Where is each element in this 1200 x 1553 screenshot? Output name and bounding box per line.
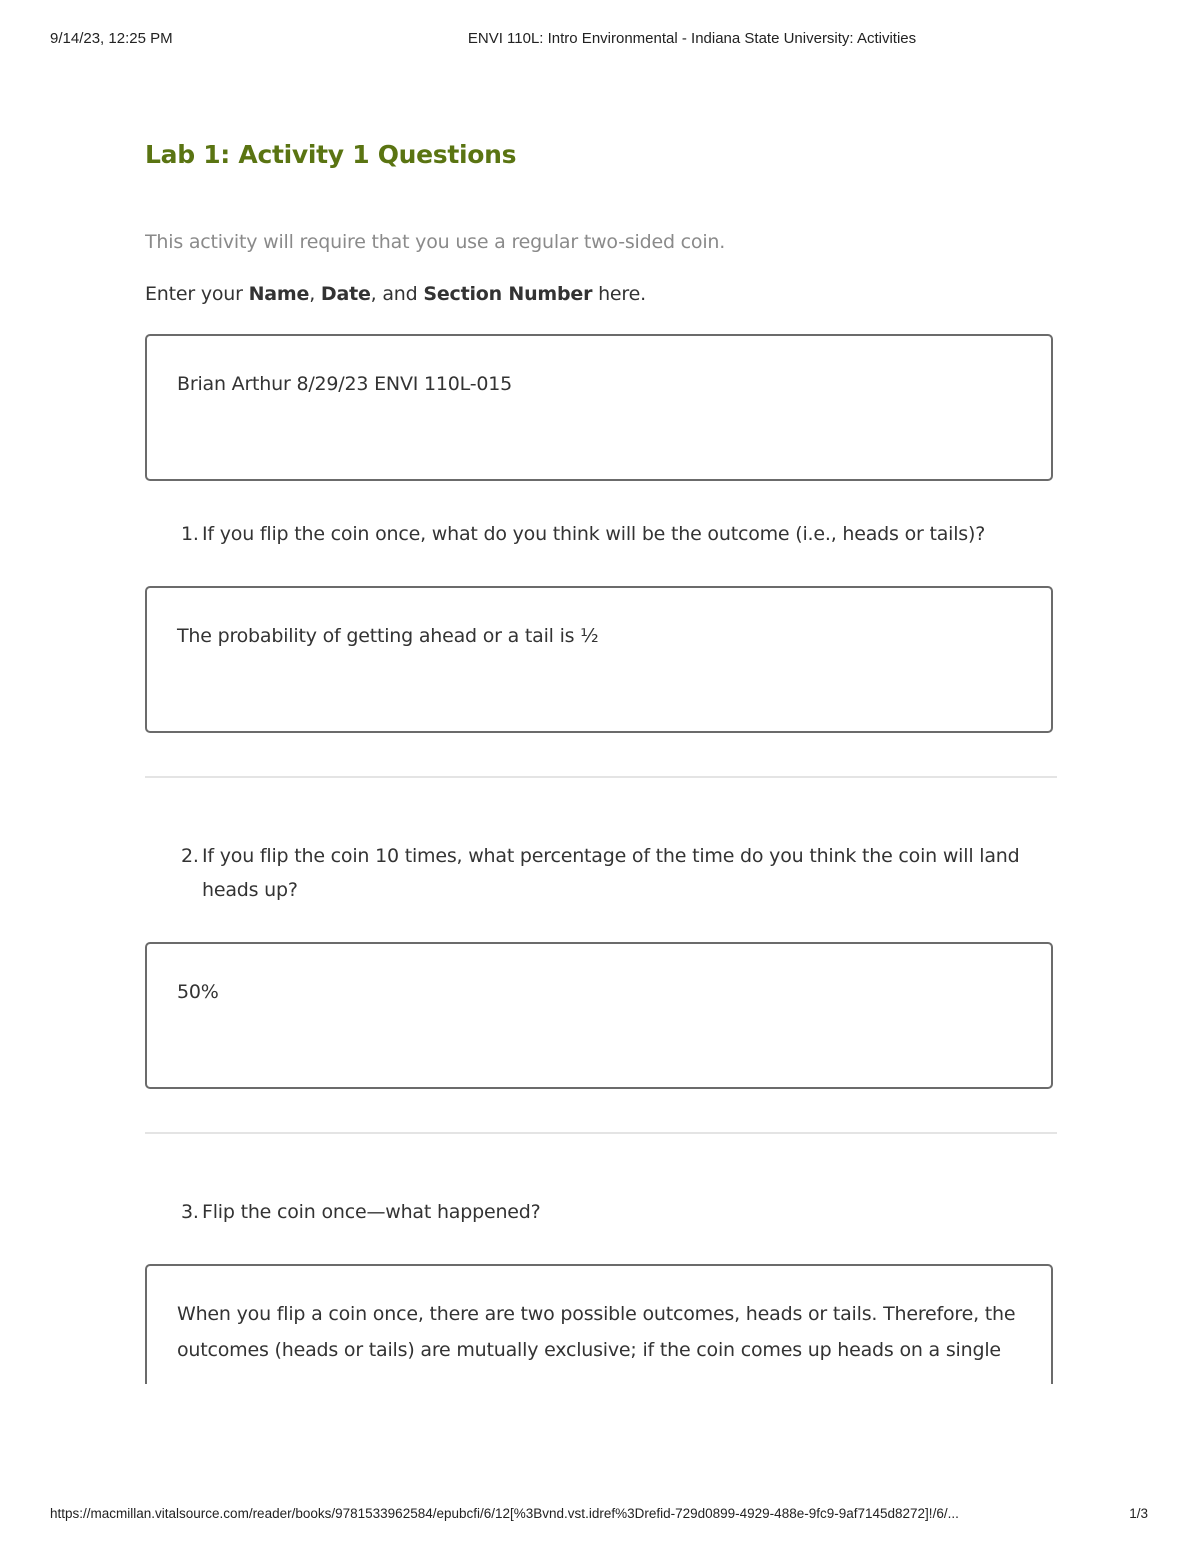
print-page-title: ENVI 110L: Intro Environmental - Indiana State University: Activities bbox=[467, 30, 917, 47]
answer-3-field[interactable] bbox=[145, 1264, 1053, 1384]
question-1 bbox=[181, 517, 1057, 551]
identity-prompt bbox=[145, 283, 646, 305]
prompt-text: , bbox=[309, 283, 321, 305]
question-text: Flip the coin once—what happened? bbox=[202, 1201, 541, 1223]
question-3 bbox=[181, 1195, 1057, 1229]
section-divider bbox=[145, 776, 1057, 778]
print-footer-url: https://macmillan.vitalsource.com/reader/books/9781533962584/epubcfi/6/12[%3Bvnd.vst.idref%3Drefid-729d0899-4929-488e-9fc9-9af7145d8272]!/6/... bbox=[50, 1506, 959, 1521]
identity-answer-text: Brian Arthur 8/29/23 ENVI 110L-015 bbox=[177, 373, 513, 395]
answer-2-field[interactable] bbox=[145, 942, 1053, 1089]
prompt-text: , and bbox=[370, 283, 424, 305]
question-number: 3. bbox=[181, 1201, 199, 1223]
prompt-text: here. bbox=[592, 283, 646, 305]
answer-1-text: The probability of getting ahead or a tail is ½ bbox=[177, 625, 599, 647]
identity-answer-field[interactable] bbox=[145, 334, 1053, 481]
prompt-date: Date bbox=[320, 283, 371, 305]
prompt-name: Name bbox=[248, 283, 310, 305]
prompt-section-number: Section Number bbox=[423, 283, 593, 305]
activity-intro: This activity will require that you use a regular two-sided coin. bbox=[145, 231, 726, 253]
answer-2-text: 50% bbox=[177, 981, 219, 1003]
question-2 bbox=[181, 839, 1057, 907]
answer-3-text: When you flip a coin once, there are two possible outcomes, heads or tails. Therefore, the outcomes (heads or tails) are mutually exclusive; if the coin comes up heads on a single bbox=[177, 1303, 1016, 1361]
print-page-number: 1/3 bbox=[1129, 1506, 1148, 1521]
prompt-text: Enter your bbox=[145, 283, 249, 305]
activity-content bbox=[145, 0, 1057, 1384]
activity-title: Lab 1: Activity 1 Questions bbox=[145, 140, 517, 169]
answer-1-field[interactable] bbox=[145, 586, 1053, 733]
section-divider bbox=[145, 1132, 1057, 1134]
question-text: If you flip the coin 10 times, what percentage of the time do you think the coin will land heads up? bbox=[202, 845, 1020, 901]
print-date-time: 9/14/23, 12:25 PM bbox=[50, 30, 173, 47]
question-text: If you flip the coin once, what do you think will be the outcome (i.e., heads or tails)? bbox=[202, 523, 986, 545]
question-number: 1. bbox=[181, 523, 199, 545]
question-number: 2. bbox=[181, 845, 199, 867]
